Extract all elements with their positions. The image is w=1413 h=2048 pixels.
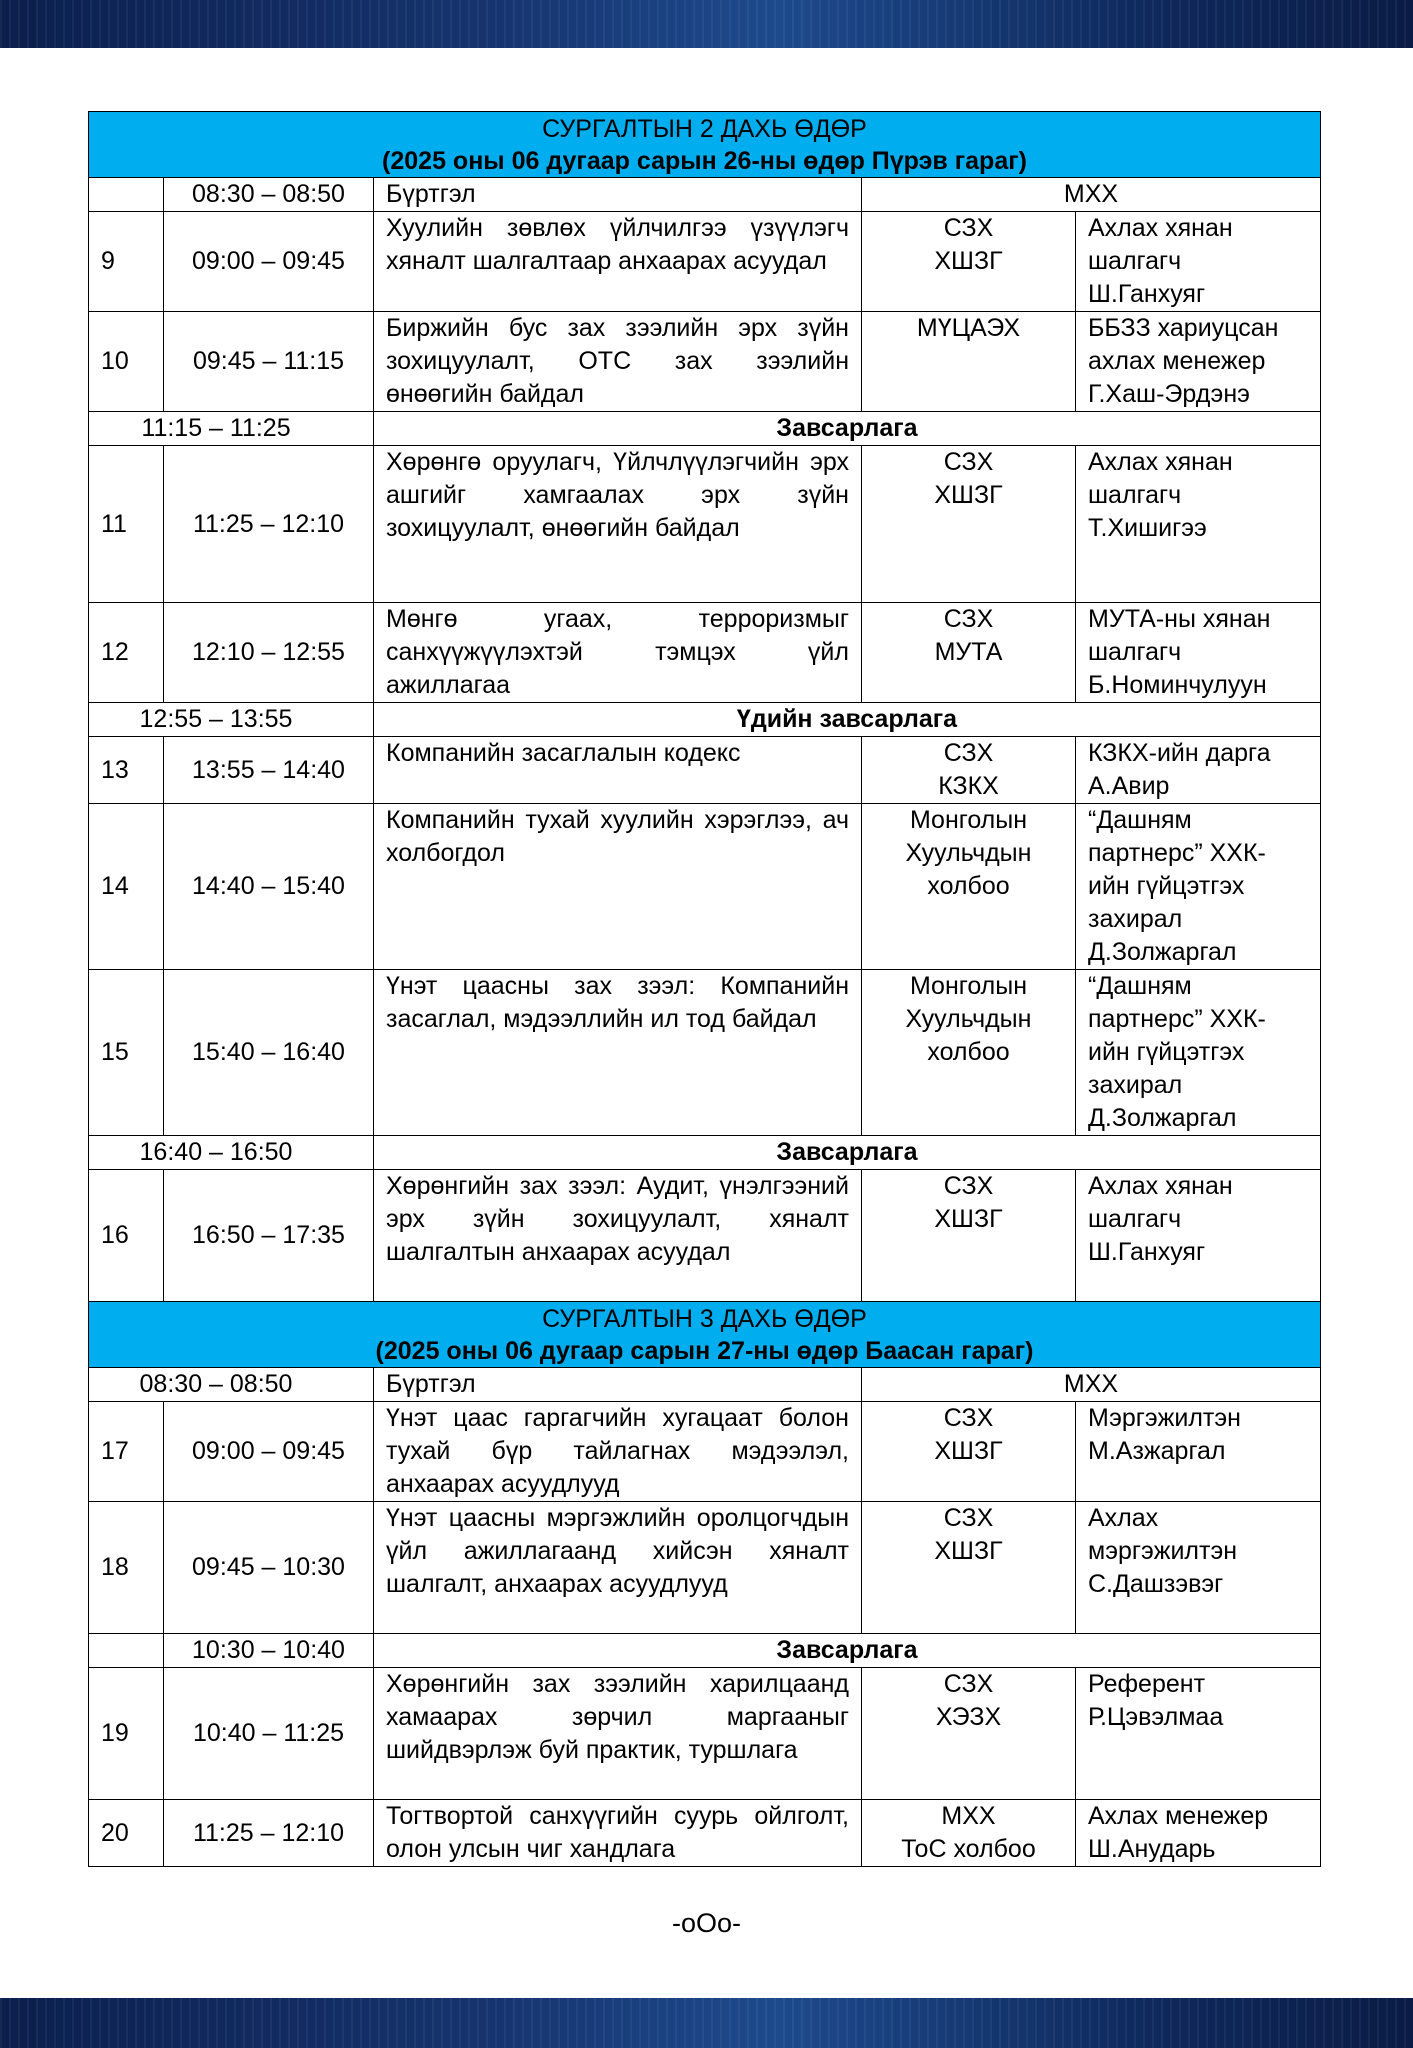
day-header-cell — [89, 112, 1321, 178]
speaker-cell: “Дашням партнерс” ХХК- ийн гүйцэтгэх захирал Д.Золжаргал — [1076, 970, 1321, 1136]
num-cell: 16 — [89, 1170, 164, 1302]
table-row — [89, 1800, 1321, 1867]
break-label: Завсарлага — [374, 1634, 1321, 1668]
speaker-cell: Ахлах менежер Ш.Анударь — [1076, 1800, 1321, 1867]
org-cell: СЗХ МУТА — [862, 603, 1076, 703]
table-row — [89, 737, 1321, 804]
topic-cell: Компанийн тухай хуулийн хэрэглээ, ач холбогдол — [374, 804, 862, 970]
time-cell: 11:25 – 12:10 — [164, 1800, 374, 1867]
bottom-decorative-band — [0, 1998, 1413, 2048]
topic-cell: Үнэт цаас гаргагчийн хугацаат болон тухай бүр тайлагнах мэдээлэл, анхаарах асуудлууд — [374, 1402, 862, 1502]
table-row — [89, 212, 1321, 312]
table-row — [89, 1502, 1321, 1634]
topic-cell: Үнэт цаасны зах зээл: Компанийн засаглал, мэдээллийн ил тод байдал — [374, 970, 862, 1136]
topic-cell: Компанийн засаглалын кодекс — [374, 737, 862, 804]
break-label: Завсарлага — [374, 1136, 1321, 1170]
speaker-cell: Ахлах хянан шалгагч Ш.Ганхуяг — [1076, 1170, 1321, 1302]
org-cell: СЗХ ХШЗГ — [862, 1502, 1076, 1634]
speaker-cell: Ахлах хянан шалгагч Ш.Ганхуяг — [1076, 212, 1321, 312]
speaker-cell: Референт Р.Цэвэлмаа — [1076, 1668, 1321, 1800]
topic-cell: Бүртгэл — [374, 178, 862, 212]
break-row — [89, 1368, 1321, 1402]
break-label: Завсарлага — [374, 412, 1321, 446]
num-cell — [89, 1634, 164, 1668]
time-cell: 10:40 – 11:25 — [164, 1668, 374, 1800]
topic-cell: Биржийн бус зах зээлийн эрх зүйн зохицуулалт, ОТС зах зээлийн өнөөгийн байдал — [374, 312, 862, 412]
table-row — [89, 1668, 1321, 1800]
num-cell — [89, 178, 164, 212]
topic-cell: Хөрөнгө оруулагч, Үйлчлүүлэгчийн эрх ашгийг хамгаалах эрх зүйн зохицуулалт, өнөөгийн байдал — [374, 446, 862, 603]
break-time: 16:40 – 16:50 — [89, 1136, 374, 1170]
num-cell: 17 — [89, 1402, 164, 1502]
num-cell: 15 — [89, 970, 164, 1136]
top-decorative-band — [0, 0, 1413, 48]
num-cell: 13 — [89, 737, 164, 804]
table-row — [89, 178, 1321, 212]
org-cell: МХХ ТоС холбоо — [862, 1800, 1076, 1867]
topic-cell: Мөнгө угаах, терроризмыг санхүүжүүлэхтэй тэмцэх үйл ажиллагаа — [374, 603, 862, 703]
table-row — [89, 603, 1321, 703]
day-header — [89, 112, 1321, 178]
num-cell: 20 — [89, 1800, 164, 1867]
org-cell: МХХ — [862, 1368, 1321, 1402]
num-cell: 19 — [89, 1668, 164, 1800]
num-cell: 18 — [89, 1502, 164, 1634]
speaker-cell: МУТА-ны хянан шалгагч Б.Номинчулуун — [1076, 603, 1321, 703]
time-cell: 15:40 – 16:40 — [164, 970, 374, 1136]
org-cell: Монголын Хуульчдын холбоо — [862, 970, 1076, 1136]
break-time: 10:30 – 10:40 — [164, 1634, 374, 1668]
day-header-cell — [89, 1302, 1321, 1368]
break-row — [89, 703, 1321, 737]
num-cell: 11 — [89, 446, 164, 603]
topic-cell: Тогтвортой санхүүгийн суурь ойлголт, олон улсын чиг хандлага — [374, 1800, 862, 1867]
break-time: 12:55 – 13:55 — [89, 703, 374, 737]
org-cell: СЗХ ХШЗГ — [862, 446, 1076, 603]
break-time: 11:15 – 11:25 — [89, 412, 374, 446]
time-cell: 08:30 – 08:50 — [164, 178, 374, 212]
day-date: (2025 оны 06 дугаар сарын 27-ны өдөр Баасан гараг) — [375, 1337, 1034, 1365]
table-row — [89, 1170, 1321, 1302]
table-row — [89, 1402, 1321, 1502]
end-mark: -оОо- — [671, 1908, 742, 1938]
time-cell: 09:45 – 11:15 — [164, 312, 374, 412]
day-title: СУРГАЛТЫН 2 ДАХЬ ӨДӨР — [542, 115, 867, 143]
num-cell: 14 — [89, 804, 164, 970]
break-row — [89, 1136, 1321, 1170]
time-cell: 14:40 – 15:40 — [164, 804, 374, 970]
time-cell: 13:55 – 14:40 — [164, 737, 374, 804]
time-cell: 11:25 – 12:10 — [164, 446, 374, 603]
day-title: СУРГАЛТЫН 3 ДАХЬ ӨДӨР — [542, 1305, 867, 1333]
table-row — [89, 446, 1321, 603]
speaker-cell: “Дашням партнерс” ХХК- ийн гүйцэтгэх захирал Д.Золжаргал — [1076, 804, 1321, 970]
topic-cell: Хуулийн зөвлөх үйлчилгээ үзүүлэгч хяналт шалгалтаар анхаарах асуудал — [374, 212, 862, 312]
speaker-cell: Ахлах мэргэжилтэн С.Дашзэвэг — [1076, 1502, 1321, 1634]
time-cell: 09:00 – 09:45 — [164, 212, 374, 312]
num-cell: 9 — [89, 212, 164, 312]
topic-cell: Хөрөнгийн зах зээлийн харилцаанд хамаарах зөрчил маргааныг шийдвэрлэж буй практик, туршлага — [374, 1668, 862, 1800]
day-date: (2025 оны 06 дугаар сарын 26-ны өдөр Пүрэв гараг) — [382, 147, 1027, 175]
org-cell: СЗХ ХШЗГ — [862, 1170, 1076, 1302]
org-cell: СЗХ ХЭЗХ — [862, 1668, 1076, 1800]
topic-cell: Бүртгэл — [374, 1368, 862, 1402]
num-cell: 12 — [89, 603, 164, 703]
org-cell: СЗХ ХШЗГ — [862, 212, 1076, 312]
org-cell: МХХ — [862, 178, 1321, 212]
table-row — [89, 804, 1321, 970]
speaker-cell: Ахлах хянан шалгагч Т.Хишигээ — [1076, 446, 1321, 603]
speaker-cell: Мэргэжилтэн М.Азжаргал — [1076, 1402, 1321, 1502]
org-cell: СЗХ КЗКХ — [862, 737, 1076, 804]
time-cell: 08:30 – 08:50 — [89, 1368, 374, 1402]
org-cell: Монголын Хуульчдын холбоо — [862, 804, 1076, 970]
speaker-cell: ББЗЗ хариуцсан ахлах менежер Г.Хаш-Эрдэнэ — [1076, 312, 1321, 412]
org-cell: МҮЦАЭХ — [862, 312, 1076, 412]
break-label: Үдийн завсарлага — [374, 703, 1321, 737]
schedule-table — [88, 111, 1321, 1867]
time-cell: 09:00 – 09:45 — [164, 1402, 374, 1502]
topic-cell: Хөрөнгийн зах зээл: Аудит, үнэлгээний эрх зүйн зохицуулалт, хяналт шалгалтын анхаарах асуудал — [374, 1170, 862, 1302]
table-row — [89, 312, 1321, 412]
num-cell: 10 — [89, 312, 164, 412]
day-header — [89, 1302, 1321, 1368]
time-cell: 16:50 – 17:35 — [164, 1170, 374, 1302]
break-row — [89, 412, 1321, 446]
org-cell: СЗХ ХШЗГ — [862, 1402, 1076, 1502]
break-row — [89, 1634, 1321, 1668]
time-cell: 12:10 – 12:55 — [164, 603, 374, 703]
table-row — [89, 970, 1321, 1136]
speaker-cell: КЗКХ-ийн дарга А.Авир — [1076, 737, 1321, 804]
time-cell: 09:45 – 10:30 — [164, 1502, 374, 1634]
topic-cell: Үнэт цаасны мэргэжлийн оролцогчдын үйл ажиллагаанд хийсэн хяналт шалгалт, анхаарах асуудлууд — [374, 1502, 862, 1634]
